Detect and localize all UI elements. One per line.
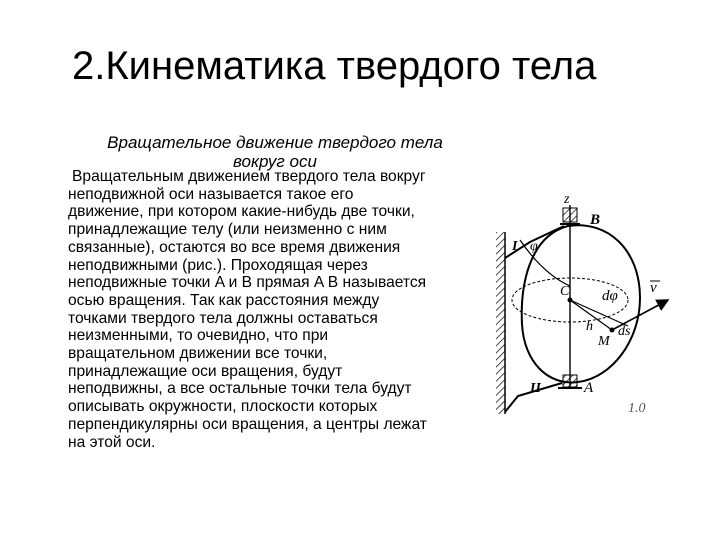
body-line: Вращательным движением твердого тела вокруг bbox=[72, 168, 426, 185]
label-phi: φ bbox=[530, 239, 538, 254]
body-line: неподвижные точки A и B прямая A B называется bbox=[68, 274, 427, 292]
label-a: A bbox=[584, 380, 594, 396]
rotation-diagram bbox=[480, 180, 700, 420]
subtitle-line: вокруг оси bbox=[233, 152, 317, 171]
body-line: неподвижными (рис.). Проходящая через bbox=[68, 256, 368, 274]
slide-subtitle bbox=[40, 133, 510, 171]
label-c: C bbox=[560, 284, 570, 299]
body-line: описывать окружности, плоскости которых bbox=[68, 398, 378, 416]
label-ds: ds bbox=[618, 324, 631, 339]
label-velocity: v bbox=[650, 280, 657, 296]
body-line: неподвижной оси называется такое его bbox=[68, 185, 354, 203]
subtitle-line: Вращательное движение твердого тела bbox=[107, 133, 443, 152]
body-line: перпендикулярны оси вращения, а центры лежат bbox=[68, 415, 427, 433]
body-line: точками твердого тела должны оставаться bbox=[68, 309, 378, 327]
bearing-a bbox=[563, 375, 577, 387]
label-h: h bbox=[586, 319, 593, 334]
body-line: связанные), остаются во все время движения bbox=[68, 238, 401, 256]
label-dphi: dφ bbox=[602, 288, 618, 304]
body-line: движение, при котором какие-нибудь две точки, bbox=[68, 203, 415, 221]
bearing-b bbox=[563, 208, 577, 222]
body-line: принадлежащие оси вращения, будут bbox=[68, 362, 343, 380]
label-m: M bbox=[598, 334, 610, 349]
body-line: неподвижны, а все остальные точки тела будут bbox=[68, 380, 412, 398]
body-line: на этой оси. bbox=[68, 433, 156, 451]
slide-title: 2.Кинематика твердого тела bbox=[72, 44, 597, 88]
label-plane-two: II bbox=[530, 381, 541, 396]
label-z: z bbox=[564, 192, 570, 207]
plane-one bbox=[520, 240, 570, 286]
figure-number: 1.0 bbox=[628, 401, 646, 416]
body-line: неизменными, то очевидно, что при bbox=[68, 327, 329, 345]
point-m bbox=[610, 328, 615, 333]
body-line: вращательном движении все точки, bbox=[68, 345, 328, 363]
label-b: B bbox=[590, 212, 601, 228]
label-plane-one: I bbox=[512, 239, 518, 254]
wall-hatching bbox=[496, 232, 505, 414]
body-line: осью вращения. Так как расстояния между bbox=[68, 291, 380, 309]
rigid-body-outline bbox=[522, 225, 640, 382]
body-text bbox=[68, 168, 508, 451]
body-line: принадлежащие телу (или неизменно с ним bbox=[68, 221, 387, 239]
